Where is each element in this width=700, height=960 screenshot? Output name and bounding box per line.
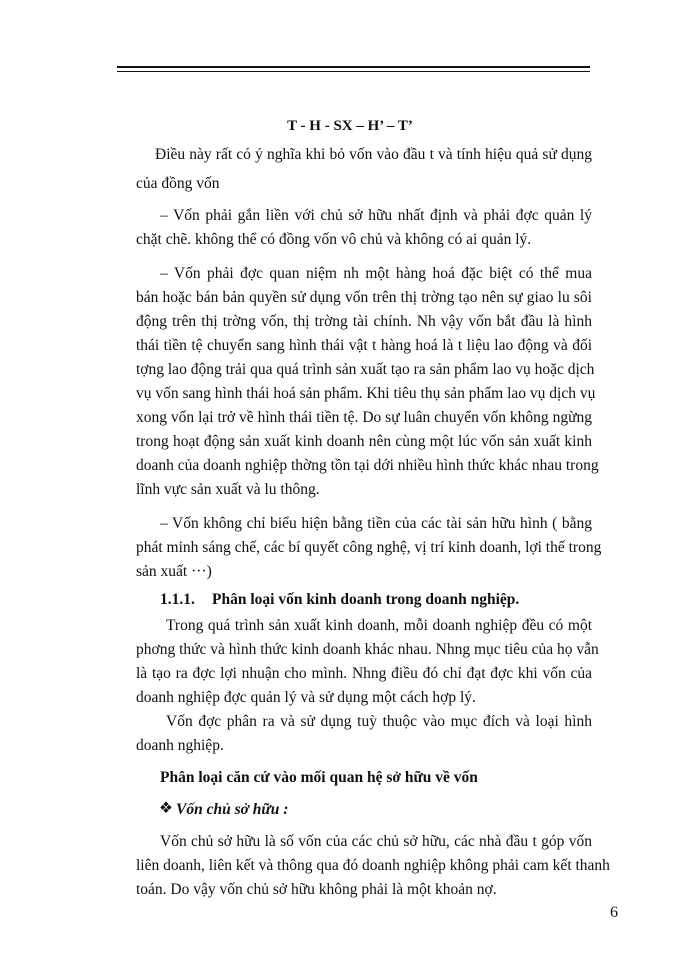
bullet2-line1: – Vốn phải đợc quan niệm nh một hàng hoá đặc biệt có thể mua — [160, 265, 592, 282]
para2-line1: Trong quá trình sản xuất kinh doanh, mỗi doanh nghiệp đều có một — [166, 617, 592, 634]
header-rule-thick — [117, 66, 590, 68]
bullet1-line2: chặt chẽ. không thể có đồng vốn vô chủ và không có ai quản lý. — [136, 231, 532, 248]
para3-line2: doanh nghiệp. — [136, 737, 224, 754]
para2-line3: là tạo ra đợc lợi nhuận cho mình. Nhng điều đó chỉ đạt đợc khi vốn của — [136, 665, 592, 682]
item-label: Vốn chủ sở hữu : — [176, 801, 289, 818]
formula-title: T - H - SX – H’ – T’ — [287, 118, 413, 134]
page-number: 6 — [610, 904, 618, 921]
para2-line2: phơng thức và hình thức kinh doanh khác nhau. Nhng mục tiêu của họ vẫn — [136, 641, 599, 658]
para2-line4: doanh nghiệp đợc quản lý và sử dụng một cách hợp lý. — [136, 689, 476, 706]
para4-line2: liên doanh, liên kết và thông qua đó doanh nghiệp không phải cam kết thanh — [136, 857, 610, 874]
item-bullet-icon: ❖ — [159, 800, 173, 817]
bullet1-line1: – Vốn phải gắn liền với chủ sở hữu nhất định và phải đợc quản lý — [160, 207, 592, 224]
bullet3-line3: sản xuất ···) — [136, 563, 212, 580]
para3-line1: Vốn đợc phân ra và sử dụng tuỳ thuộc vào mục đích và loại hình — [166, 713, 592, 730]
para4-line1: Vốn chủ sở hữu là số vốn của các chủ sở hữu, các nhà đầu t góp vốn — [160, 833, 592, 850]
para1-line2: của đồng vốn — [136, 175, 220, 192]
para4-line3: toán. Do vậy vốn chủ sở hữu không phải là một khoản nợ. — [136, 881, 497, 898]
bullet2-line5: tợng lao động trải qua quá trình sản xuất tạo ra sản phẩm lao vụ hoặc dịch — [136, 361, 595, 378]
bullet2-line7: xong vốn lại trở về hình thái tiền tệ. Do sự luân chuyển vốn không ngừng — [136, 409, 592, 426]
subheading: Phân loại căn cứ vào mối quan hệ sở hữu về vốn — [160, 769, 478, 786]
bullet2-line4: thái tiền tệ chuyển sang hình thái vật t hàng hoá là t liệu lao động và đối — [136, 337, 592, 354]
para1-line1: Điều này rất có ý nghĩa khi bỏ vốn vào đầu t và tính hiệu quả sử dụng — [155, 146, 592, 163]
bullet3-line2: phát minh sáng chế, các bí quyết công nghệ, vị trí kinh doanh, lợi thế trong — [136, 539, 602, 556]
section-title: Phân loại vốn kinh doanh trong doanh nghiệp. — [212, 591, 520, 608]
bullet2-line10: lĩnh vực sản xuất và lu thông. — [136, 481, 320, 498]
bullet2-line8: trong hoạt động sản xuất kinh doanh nên cùng một lúc vốn sản xuất kinh — [136, 433, 592, 450]
bullet2-line2: bán hoặc bán bản quyền sử dụng vốn trên thị trờng tạo nên sự giao lu sôi — [136, 289, 592, 306]
bullet2-line6: vụ vốn sang hình thái hoá sản phẩm. Khi tiêu thụ sản phẩm lao vụ dịch vụ — [136, 385, 596, 402]
bullet3-line1: – Vốn không chỉ biểu hiện bằng tiền của các tài sản hữu hình ( bằng — [160, 515, 592, 532]
section-number: 1.1.1. — [160, 591, 195, 608]
bullet2-line9: doanh của doanh nghiệp thờng tồn tại dới nhiều hình thức khác nhau trong — [136, 457, 599, 474]
header-rule-thin — [117, 71, 590, 72]
bullet2-line3: động trên thị trờng vốn, thị trờng tài chính. Nh vậy vốn bắt đầu là hình — [136, 313, 592, 330]
